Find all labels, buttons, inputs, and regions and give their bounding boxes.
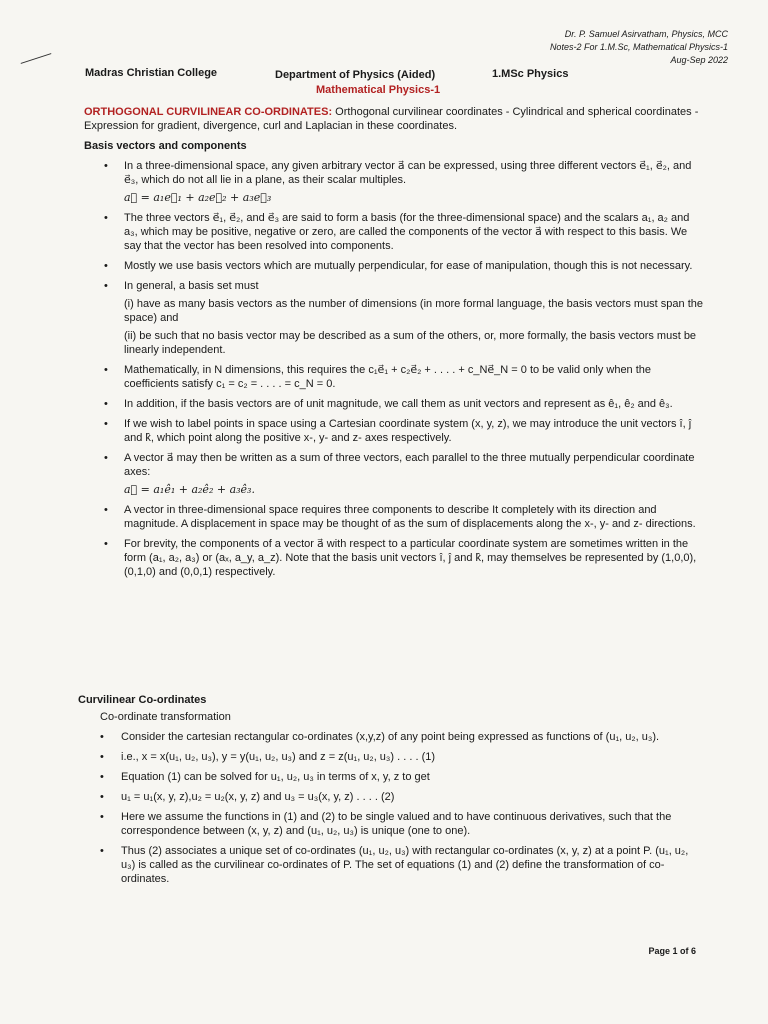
curvilinear-section xyxy=(78,693,704,886)
bullet-text: • Thus (2) associates a unique set of co-ordinates (u₁, u₂, u₃) with rectangular co-ordinates (x, y, z) at a point P. (u₁, u₂, u₃) is called as the curvilinear co-ordinates of P. The set of equations (1) and (2) define the transformation of co-ordinates. xyxy=(121,845,689,885)
intro-text: Orthogonal curvilinear coordinates - Cylindrical and spherical coordinates - Expression for gradient, divergence, curl and Laplacian in these coordinates. xyxy=(84,106,699,132)
bullet-text: • If we wish to label points in space using a Cartesian coordinate system (x, y, z), we may introduce the unit vectors î, ĵ and k̂, which point along the positive x-, y- and z- axes respectively. xyxy=(124,418,692,444)
transformation-subheading: Co-ordinate transformation xyxy=(100,711,231,723)
department-name: Department of Physics (Aided) xyxy=(275,69,436,81)
list-item xyxy=(84,211,704,253)
section-title: ORTHOGONAL CURVILINEAR CO-ORDINATES: xyxy=(84,106,333,118)
course-name: 1.MSc Physics xyxy=(492,68,569,80)
bullet-text: • A vector in three-dimensional space requires three components to describe It completely with its direction and magnitude. A displacement in space may be thought of as the sum of displacements along the x-, y- and z- directions. xyxy=(124,504,696,530)
list-item xyxy=(78,790,704,804)
college-name: Madras Christian College xyxy=(85,67,218,79)
notes-line: Notes-2 For 1.M.Sc, Mathematical Physics-1 xyxy=(549,42,728,52)
bullet-text: • Consider the cartesian rectangular co-ordinates (x,y,z) of any point being expressed as functions of (u₁, u₂, u₃). xyxy=(121,731,660,743)
bullet-text: • u₁ = u₁(x, y, z),u₂ = u₂(x, y, z) and u₃ = u₃(x, y, z) . . . . (2) xyxy=(121,791,395,803)
intro-paragraph xyxy=(84,105,704,133)
bullet-text: • Here we assume the functions in (1) and (2) to be single valued and to have continuous derivatives, such that the correspondence between (x, y, z) and (u₁, u₂, u₃) is unique (one to one). xyxy=(121,811,672,837)
list-item xyxy=(78,770,704,784)
list-item xyxy=(84,363,704,391)
basis-list xyxy=(84,159,704,579)
list-item xyxy=(84,279,704,357)
bullet-text: • i.e., x = x(u₁, u₂, u₃), y = y(u₁, u₂, u₃) and z = z(u₁, u₂, u₃) . . . . (1) xyxy=(121,751,436,763)
list-item xyxy=(78,844,704,886)
bullet-text: • A vector a⃗ may then be written as a sum of three vectors, each parallel to the three mutually perpendicular coordinate axes: xyxy=(124,452,695,478)
list-item xyxy=(84,397,704,411)
list-item xyxy=(78,810,704,838)
curvilinear-heading: Curvilinear Co-ordinates xyxy=(78,694,207,706)
list-item xyxy=(84,503,704,531)
page-number: Page 1 of 6 xyxy=(648,946,696,956)
bullet-text: • In addition, if the basis vectors are of unit magnitude, we call them as unit vectors and represent as ê₁, ê₂ and ê₃. xyxy=(124,398,673,410)
period-line: Aug-Sep 2022 xyxy=(670,55,728,65)
bullet-text: • Mathematically, in N dimensions, this requires the c₁e⃗₁ + c₂e⃗₂ + . . . . + c_Ne⃗_N = 0 to be valid only when the coefficients satisfy c₁ = c₂ = . . . . = c_N = 0. xyxy=(124,364,652,390)
bullet-text: • For brevity, the components of a vector a⃗ with respect to a particular coordinate system are sometimes written in the form (a₁, a₂, a₃) or (aₓ, a_y, a_z). Note that the basis unit vectors î, ĵ and k̂, may themselves be represented by (1,0,0), (0,1,0) and (0,0,1) respectively. xyxy=(124,538,697,578)
bullet-text: • Equation (1) can be solved for u₁, u₂, u₃ in terms of x, y, z to get xyxy=(121,771,430,783)
equation: a⃗ = a₁ê₁ + a₂ê₂ + a₃ê₃. xyxy=(124,483,255,496)
curvilinear-list xyxy=(78,730,704,886)
list-item xyxy=(84,451,704,497)
pen-mark xyxy=(21,53,52,64)
bullet-text: • In general, a basis set must xyxy=(124,280,259,292)
list-item xyxy=(84,537,704,579)
bullet-text: • Mostly we use basis vectors which are mutually perpendicular, for ease of manipulation, though this is not necessary. xyxy=(124,260,693,272)
bullet-text: • In a three-dimensional space, any given arbitrary vector a⃗ can be expressed, using three different vectors e⃗₁, e⃗₂, and e⃗₃, which do not all lie in a plane, as their scalar multiples. xyxy=(124,160,692,186)
list-item xyxy=(84,417,704,445)
basis-heading: Basis vectors and components xyxy=(84,140,247,152)
author-header xyxy=(550,28,728,67)
sub-point: (ii) be such that no basis vector may be described as a sum of the others, or, more formally, the basis vectors must be linearly independent. xyxy=(124,330,697,356)
list-item xyxy=(78,730,704,744)
subject-title: Mathematical Physics-1 xyxy=(316,84,441,96)
list-item xyxy=(84,159,704,205)
bullet-text: • The three vectors e⃗₁, e⃗₂, and e⃗₃ are said to form a basis (for the three-dimensional space) and the scalars a₁, a₂ and a₃, which may be positive, negative or zero, are called the components of the vector a⃗ with respect to this basis. We say that the vector has been resolved into components. xyxy=(124,212,690,252)
list-item xyxy=(78,750,704,764)
equation: a⃗ = a₁e⃗₁ + a₂e⃗₂ + a₃e⃗₃ xyxy=(124,191,272,204)
author-line: Dr. P. Samuel Asirvatham, Physics, MCC xyxy=(564,29,728,39)
main-content xyxy=(84,105,704,579)
list-item xyxy=(84,259,704,273)
sub-point: (i) have as many basis vectors as the number of dimensions (in more formal language, the basis vectors must span the space) and xyxy=(124,298,703,324)
